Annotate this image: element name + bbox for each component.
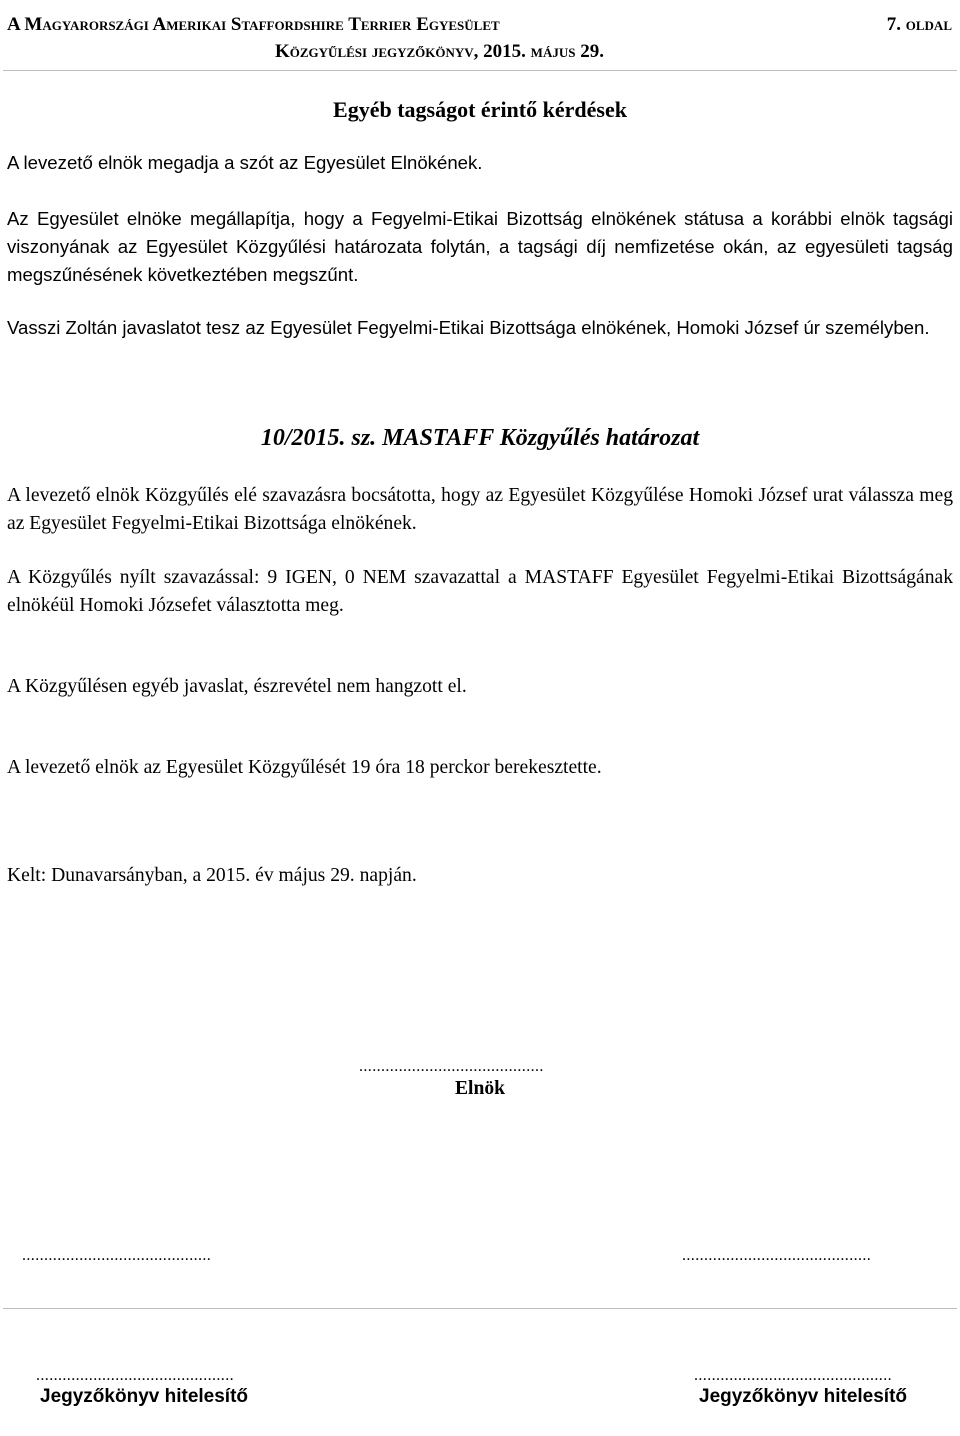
header-divider	[3, 70, 957, 71]
paragraph-floor-given: A levezető elnök megadja a szót az Egyesület Elnökének.	[7, 152, 483, 173]
signature-line-left: ...........................................	[22, 1247, 212, 1264]
chair-signature-line: ..........................................	[359, 1058, 544, 1075]
resolution-title: 10/2015. sz. MASTAFF Közgyűlés határozat	[260, 425, 700, 451]
chair-signature-title: Elnök	[454, 1078, 506, 1099]
authenticator-right-signature-line: .............................................	[694, 1367, 892, 1384]
section-title: Egyéb tagságot érintő kérdések	[333, 97, 627, 122]
date-and-place: Kelt: Dunavarsányban, a 2015. év május 29. napján.	[7, 865, 417, 886]
authenticator-left-title: Jegyzőkönyv hitelesítő	[40, 1386, 249, 1407]
closing-meeting-adjourned: A levezető elnök az Egyesület Közgyűlését 19 óra 18 perckor berekesztette.	[7, 757, 602, 778]
resolution-vote: A Közgyűlés nyílt szavazással: 9 IGEN, 0 NEM szavazattal a MASTAFF Egyesület Fegyelmi-Etikai Bizottságának elnökéül Homoki Józsefet választotta meg.	[7, 567, 953, 616]
minutes-title: Közgyűlési jegyzőkönyv, 2015. május 29.	[275, 41, 604, 62]
resolution-proposal: A levezető elnök Közgyűlés elé szavazásra bocsátotta, hogy az Egyesület Közgyűlése Homoki József urat válassza meg az Egyesület Fegyelmi-Etikai Bizottsága elnökének.	[7, 485, 953, 534]
authenticator-left-signature-line: .............................................	[36, 1367, 234, 1384]
page-number: 7. oldal	[886, 14, 952, 35]
paragraph-proposal: Vasszi Zoltán javaslatot tesz az Egyesület Fegyelmi-Etikai Bizottsága elnökének, Homoki József úr személyben.	[7, 317, 930, 338]
paragraph-status-ended: Az Egyesület elnöke megállapítja, hogy a Fegyelmi-Etikai Bizottság elnökének státusa a korábbi elnök tagsági viszonyának az Egyesület Közgyűlési határozata folytán, a tagsági díj nemfizetése okán, az egyesületi tagság megszűnésének következtében megszűnt.	[7, 208, 953, 285]
signature-divider	[3, 1308, 957, 1309]
org-name: A Magyarországi Amerikai Staffordshire Terrier Egyesület	[7, 14, 500, 35]
closing-no-further-remarks: A Közgyűlésen egyéb javaslat, észrevétel nem hangzott el.	[7, 676, 467, 697]
signature-line-right: ...........................................	[682, 1247, 872, 1264]
authenticator-right-title: Jegyzőkönyv hitelesítő	[699, 1386, 908, 1407]
